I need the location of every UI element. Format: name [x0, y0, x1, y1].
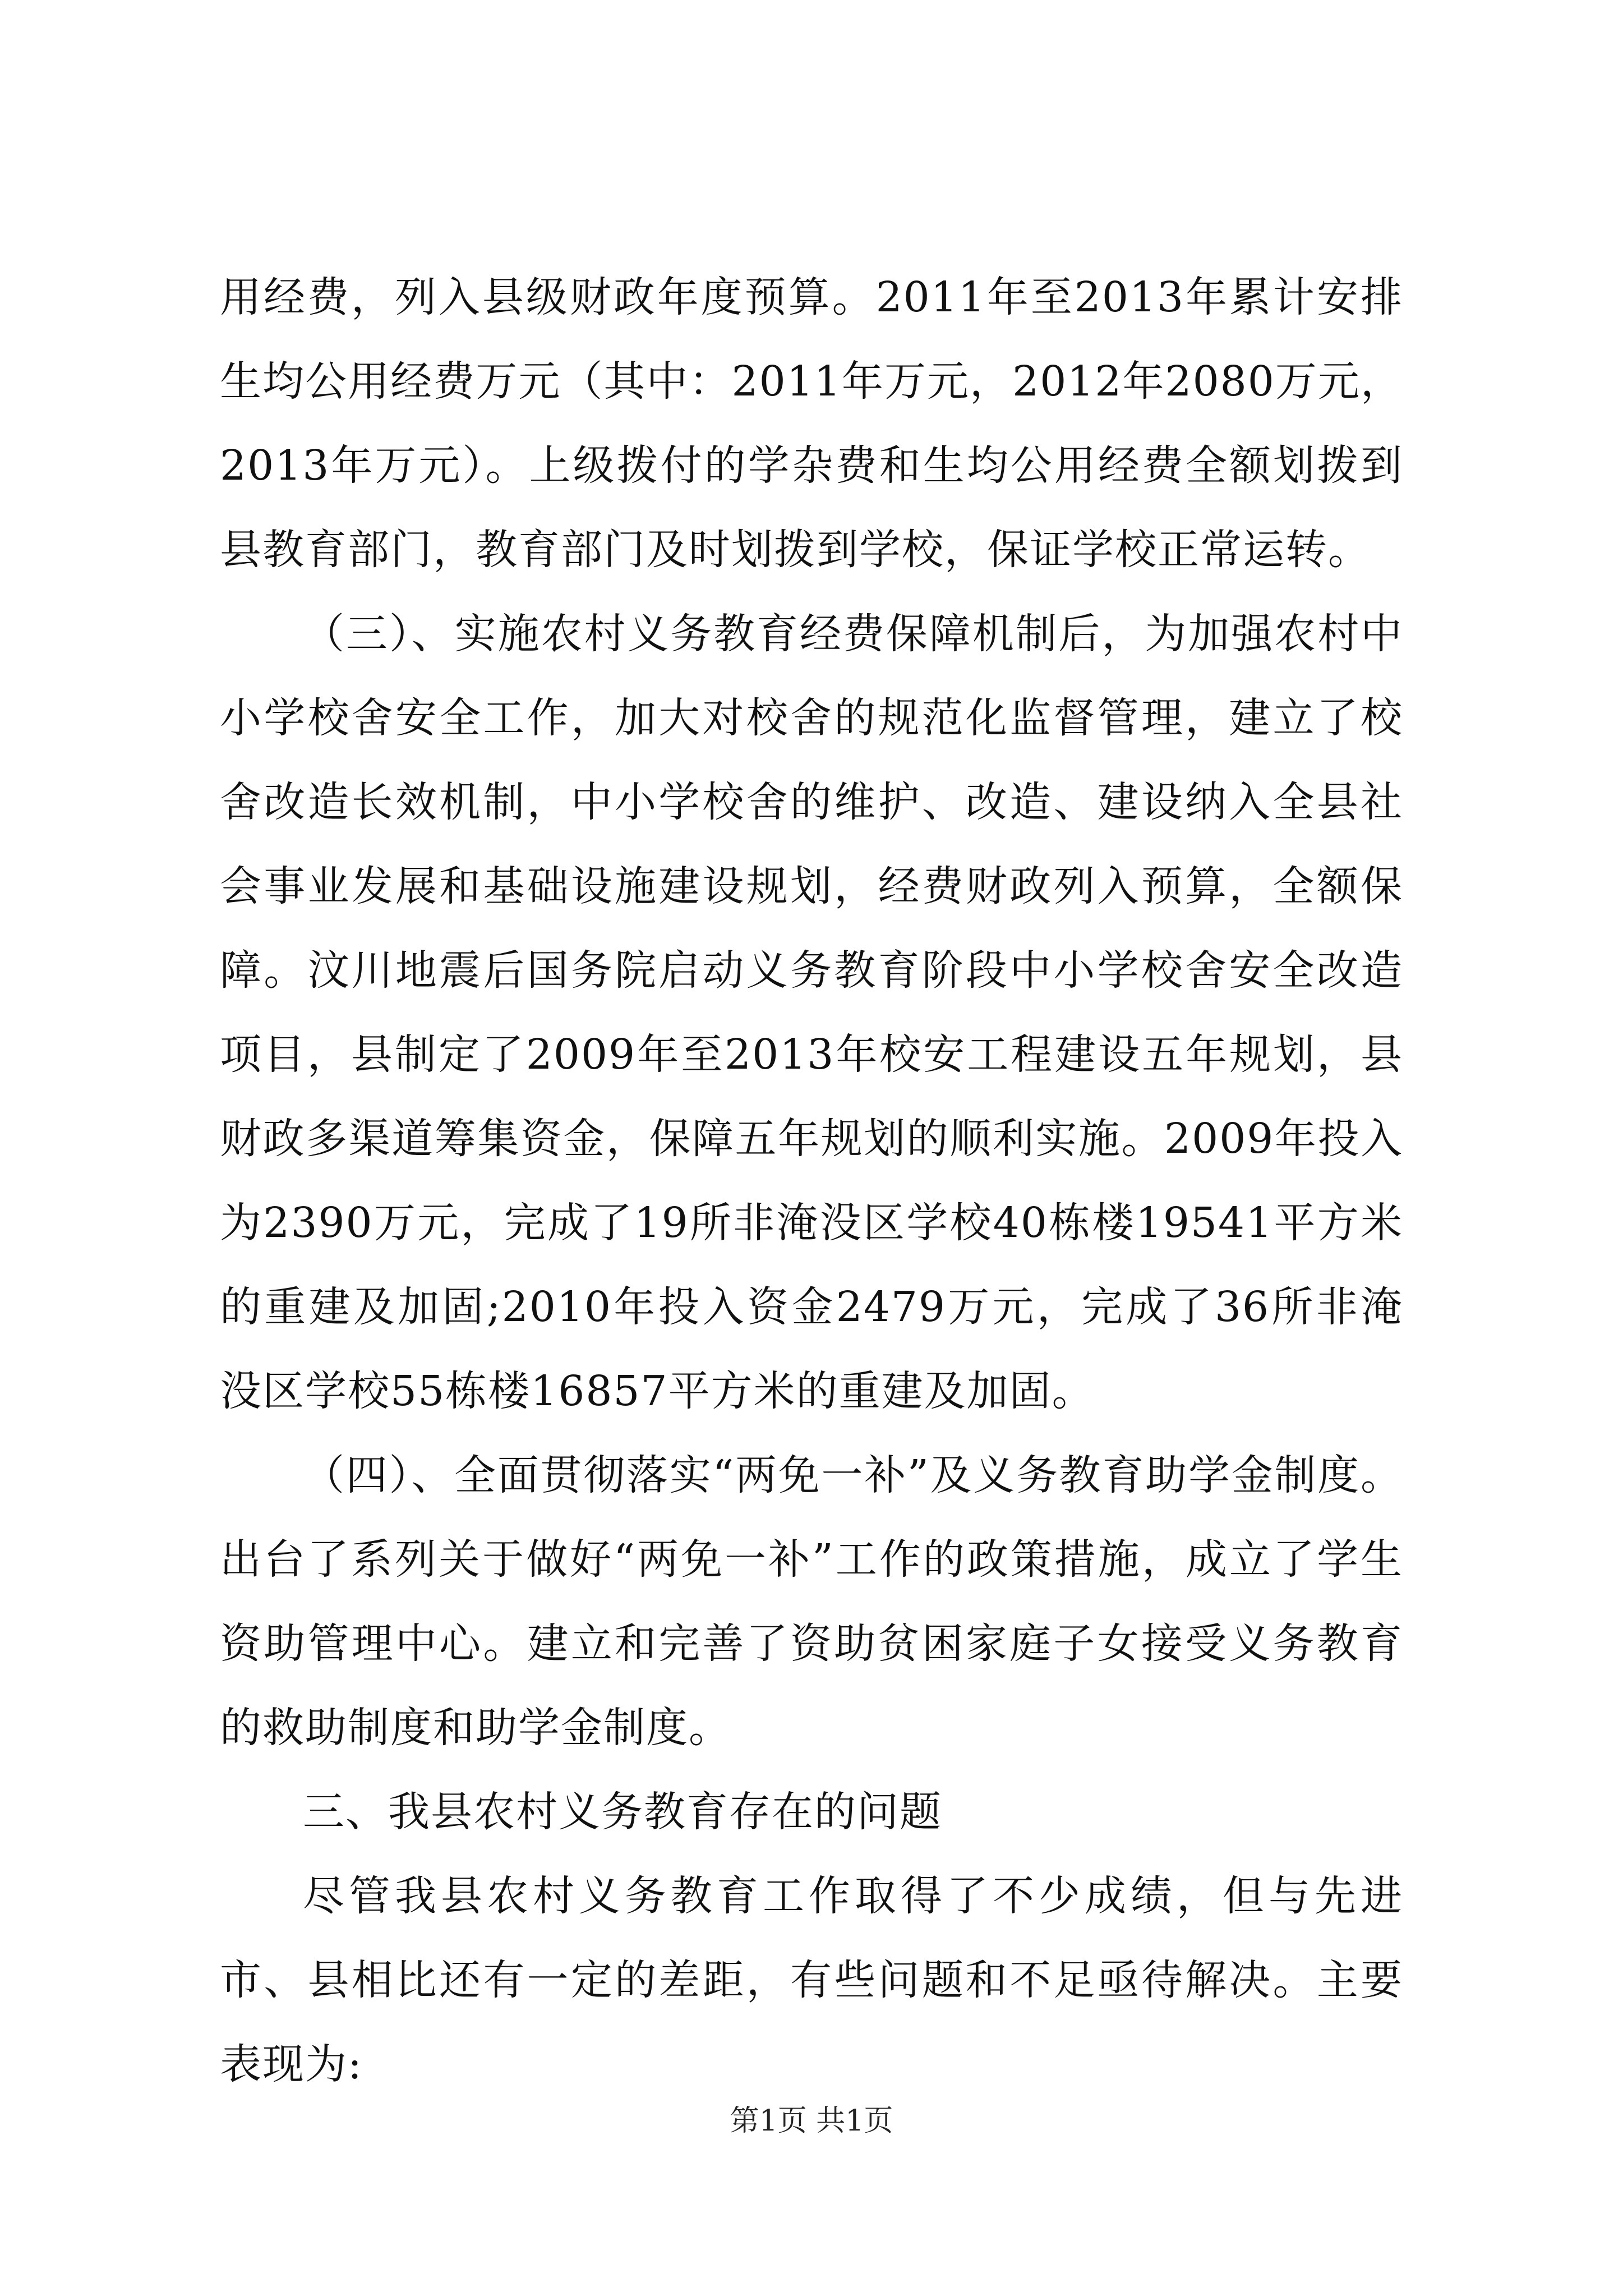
- paragraph-two-exemptions-one-subsidy: （四）、全面贯彻落实“两免一补”及义务教育助学金制度。出台了系列关于做好“两免一补”工作的政策措施，成立了学生资助管理中心。建立和完善了资助贫困家庭子女接受义务教育的救助制度和助学金制度。: [220, 1451, 1403, 1752]
- document-body: [220, 255, 1403, 2106]
- paragraph-school-building-safety: （三）、实施农村义务教育经费保障机制后，为加强农村中小学校舍安全工作，加大对校舍的规范化监督管理，建立了校舍改造长效机制，中小学校舍的维护、改造、建设纳入全县社会事业发展和基础设施建设规划，经费财政列入预算，全额保障。汶川地震后国务院启动义务教育阶段中小学校舍安全改造项目，县制定了2009年至2013年校安工程建设五年规划，县财政多渠道筹集资金，保障五年规划的顺利实施。2009年投入为2390万元，完成了19所非淹没区学校40栋楼19541平方米的重建及加固;2010年投入资金2479万元，完成了36所非淹没区学校55栋楼16857平方米的重建及加固。: [220, 610, 1403, 1415]
- paragraph-funding-budget: 用经费，列入县级财政年度预算。2011年至2013年累计安排生均公用经费万元（其中：2011年万元，2012年2080万元，2013年万元）。上级拨付的学杂费和生均公用经费全额划拨到县教育部门，教育部门及时划拨到学校，保证学校正常运转。: [220, 273, 1403, 574]
- paragraph-problems-intro: 尽管我县农村义务教育工作取得了不少成绩，但与先进市、县相比还有一定的差距，有些问题和不足亟待解决。主要表现为:: [220, 1872, 1403, 2088]
- page-footer: 第1页 共1页: [730, 2104, 893, 2138]
- section-heading-problems: 三、我县农村义务教育存在的问题: [303, 1788, 942, 1836]
